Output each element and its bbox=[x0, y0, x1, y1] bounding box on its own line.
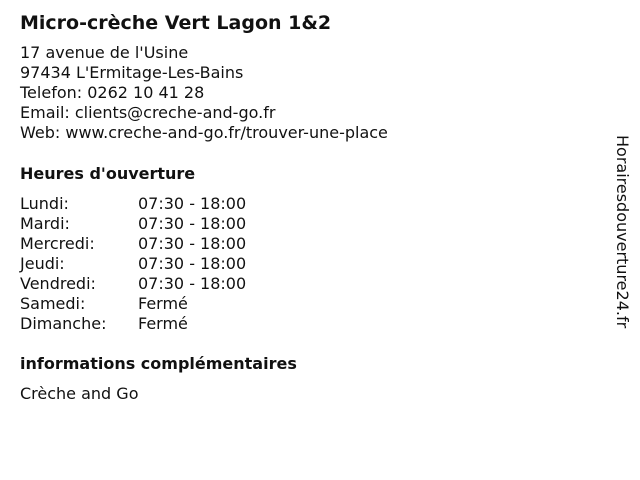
hours-day: Vendredi: bbox=[20, 274, 96, 293]
page-title: Micro-crèche Vert Lagon 1&2 bbox=[20, 12, 332, 34]
hours-time: 07:30 - 18:00 bbox=[138, 194, 247, 213]
additional-info-text: Crèche and Go bbox=[20, 384, 139, 403]
hours-day: Jeudi: bbox=[20, 254, 65, 273]
hours-time: 07:30 - 18:00 bbox=[138, 234, 247, 253]
hours-time: Fermé bbox=[138, 314, 188, 333]
email-address: Email: clients@creche-and-go.fr bbox=[20, 103, 276, 122]
hours-day: Dimanche: bbox=[20, 314, 107, 333]
phone-number: Telefon: 0262 10 41 28 bbox=[20, 83, 205, 102]
address-block bbox=[20, 43, 388, 143]
hours-time: 07:30 - 18:00 bbox=[138, 214, 247, 233]
hours-day: Mardi: bbox=[20, 214, 70, 233]
hours-time: 07:30 - 18:00 bbox=[138, 254, 247, 273]
hours-day: Mercredi: bbox=[20, 234, 95, 253]
additional-info-heading: informations complémentaires bbox=[20, 354, 297, 373]
hours-day: Samedi: bbox=[20, 294, 86, 313]
hours-time: 07:30 - 18:00 bbox=[138, 274, 247, 293]
site-watermark: Horairesdouverture24.fr bbox=[613, 135, 632, 329]
hours-day: Lundi: bbox=[20, 194, 69, 213]
opening-hours-heading: Heures d'ouverture bbox=[20, 164, 196, 183]
hours-time: Fermé bbox=[138, 294, 188, 313]
address-city: 97434 L'Ermitage-Les-Bains bbox=[20, 63, 244, 82]
website-address: Web: www.creche-and-go.fr/trouver-une-place bbox=[20, 123, 388, 142]
address-street: 17 avenue de l'Usine bbox=[20, 43, 189, 62]
